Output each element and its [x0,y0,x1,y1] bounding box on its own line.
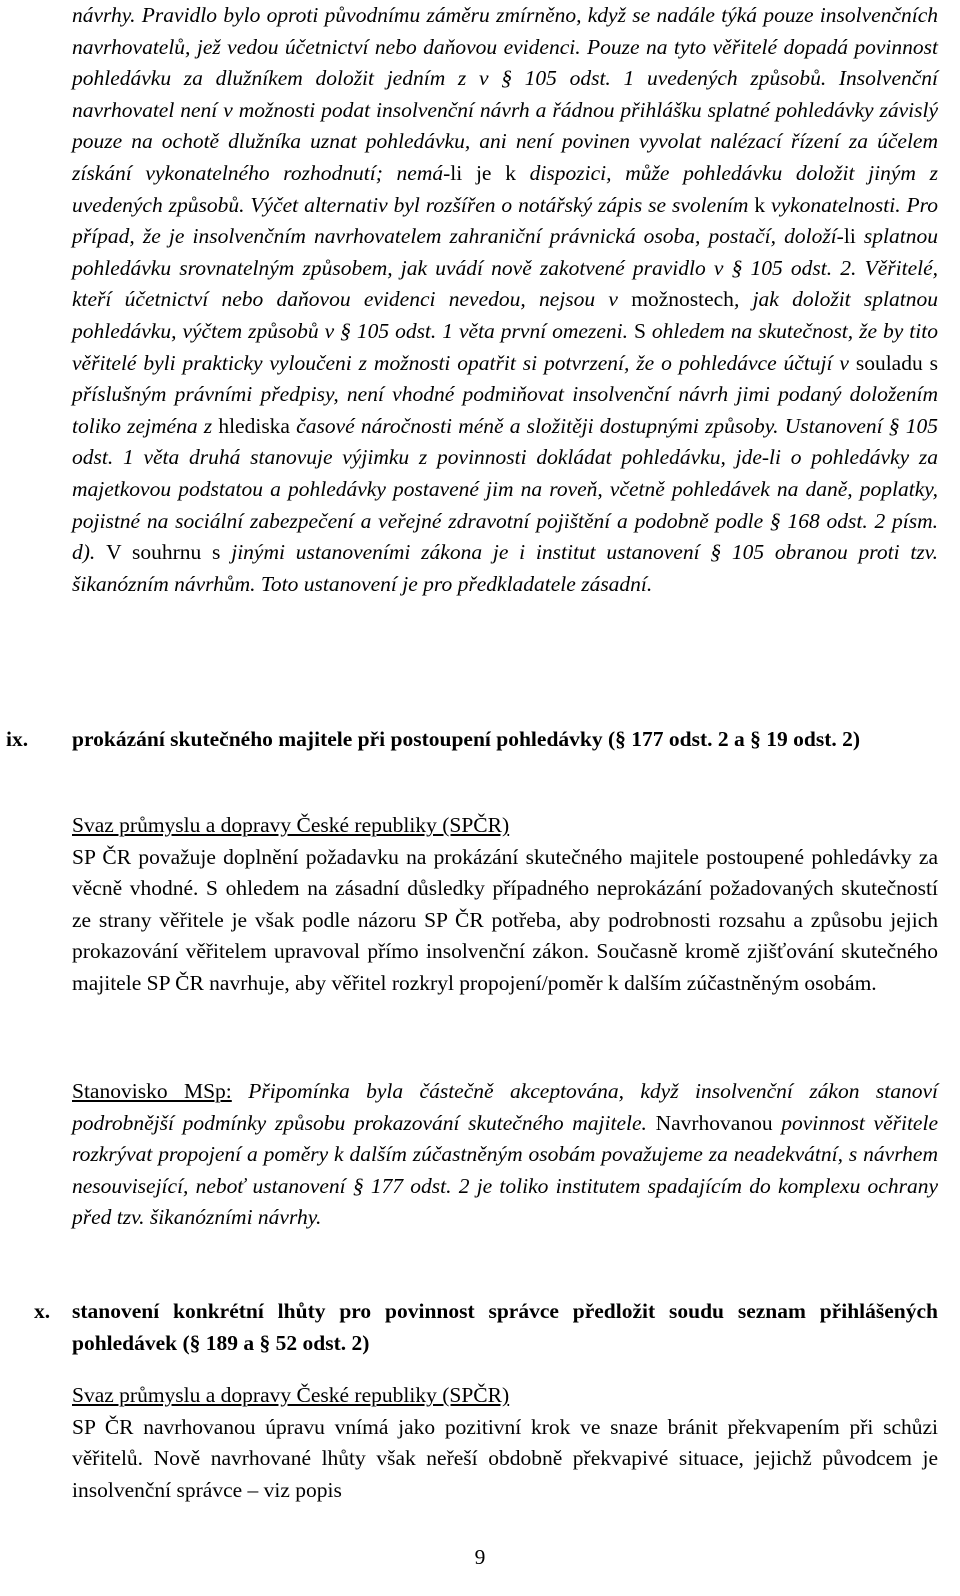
commenter-label: Svaz průmyslu a dopravy České republiky (SPČR) [72,1383,510,1407]
paragraph-text: ohledem na skutečnost, že by tito věřitelé byli prakticky vyloučeni z možnosti opatřit si potvrzení, že o pohledávce účtují v [72,318,938,375]
paragraph-text: možnostech [631,287,734,312]
paragraph-text: s [201,540,232,565]
spcr-comment-ix [72,810,938,1000]
item-heading-x: stanovení konkrétní lhůty pro povinnost správce předložit soudu seznam přihlášených pohledávek (§ 189 a § 52 odst. 2) [72,1299,938,1355]
item-number-x: x. [34,1299,51,1323]
paragraph-text: li [450,160,463,185]
paragraph-text: je [462,160,506,185]
paragraph-text: V [106,540,122,565]
paragraph-text: hlediska [218,413,290,438]
paragraph-text: , jak doložit splatnou pohledávku, výčtem způsobů v § 105 odst. 1 věta první omezeni. [72,287,938,343]
paragraph-text: jinými ustanoveními zákona je i institut ustanovení § 105 obranou proti tzv. šikanózním návrhům. Toto ustanovení je pro předkladatele zásadní. [72,540,939,596]
paragraph-text: příslušným právními předpisy, není vhodné podmiňovat insolvenční návrh jimi podaný doložením toliko zejména z [72,382,938,438]
comment-text: SP ČR navrhovanou úpravu vnímá jako pozitivní krok ve snaze bránit překvapením při schůzi věřitelů. Nově navrhované lhůty však neřeší obdobně překvapivé situace, jejichž původcem je insolvenční správce – viz popis [72,1414,938,1502]
paragraph-text: s [922,350,939,375]
spcr-comment-x [72,1380,938,1506]
comment-text: SP ČR považuje doplnění požadavku na prokázání skutečného majitele postoupené pohledávky za věcně vhodné. S ohledem na zásadní důsledky případného neprokázání požadovaných skutečností ze strany věřitele je však podle názoru SP ČR potřeba, aby podrobnosti rozsahu a způsobu jejich prokazování věřitelem upravoval přímo insolvenční zákon. Současně kromě zjišťování skutečného majitele SP ČR navrhuje, aby věřitel rozkryl propojení/poměr k dalším zúčastněným osobám. [72,844,938,995]
paragraph-text: časové náročnosti méně a složitěji dostupnými způsoby. Ustanovení § 105 odst. 1 věta druhá stanovuje výjimku z povinnosti dokládat pohledávku, jde-li o pohledávky za majetkovou podstatou a pohledávky postavené jim na roveň, včetně pohledávek na daně, poplatky, pojistné na sociální zabezpečení a veřejné zdravotní pojištění a podobně podle § 168 odst. 2 písm. d). [72,413,938,565]
commenter-label: Svaz průmyslu a dopravy České republiky (SPČR) [72,813,510,837]
paragraph-text: návrhy. Pravidlo bylo oproti původnímu záměru zmírněno, když se nadále týká pouze insolvenčních navrhovatelů, jež vedou účetnictví nebo daňovou evidenci. Pouze na tyto věřitelé dopadá povinnost pohledávku za dlužníkem doložit jedním z v § 105 odst. 1 uvedených způsobů. Insolvenční navrhovatel není v možnosti podat insolvenční návrh a řádnou přihlášku splatné pohledávky závislý pouze na ochotě dlužníka uznat pohledávku, ani není povinen vyvolat nalézací řízení za účelem získání vykonatelného rozhodnutí; nemá- [72,3,938,185]
paragraph-text: k [754,192,766,217]
paragraph-text: li [843,224,856,249]
page-number: 9 [474,1545,486,1569]
item-number-ix: ix. [6,727,29,751]
top-paragraph [72,0,938,600]
paragraph-text: k [505,160,516,185]
response-text: povinnost věřitele rozkrývat propojení a poměry k dalším zúčastněným osobám považujeme za neadekvátní, s návrhem nesouvisející, neboť ustanovení § 177 odst. 2 je toliko institutem spadajícím do komplexu ochrany před tzv. šikanózními návrhy. [72,1110,938,1230]
response-text: Připomínka byla částečně akceptována, když insolvenční zákon stanoví podrobnější podmínky způsobu prokazování skutečného majitele. [72,1079,938,1135]
paragraph-text: splatnou pohledávku srovnatelným způsobem, jak uvádí nově zakotvené pravidlo v § 105 odst. 2. Věřitelé, kteří účetnictví nebo daňovou evidenci nevedou, nejsou v [72,224,938,312]
paragraph-text: souhrnu [132,540,202,565]
paragraph-text: souladu [855,350,923,375]
item-heading-ix: prokázání skutečného majitele při postoupení pohledávky (§ 177 odst. 2 a § 19 odst. 2) [72,727,861,751]
paragraph-text: dispozici, může pohledávku doložit jiným z uvedených způsobů. Výčet alternativ byl rozšířen o notářský zápis se svolením [72,160,939,217]
ministry-label: Stanovisko MSp: [72,1079,232,1103]
response-text: Navrhovanou [655,1110,773,1135]
paragraph-text [121,540,132,564]
paragraph-text: S [633,318,646,343]
paragraph-text: vykonatelnosti. Pro případ, že je insolvenčním navrhovatelem zahraniční právnická osoba, postačí, doloží- [72,192,938,249]
ministry-response-ix [72,1076,938,1234]
